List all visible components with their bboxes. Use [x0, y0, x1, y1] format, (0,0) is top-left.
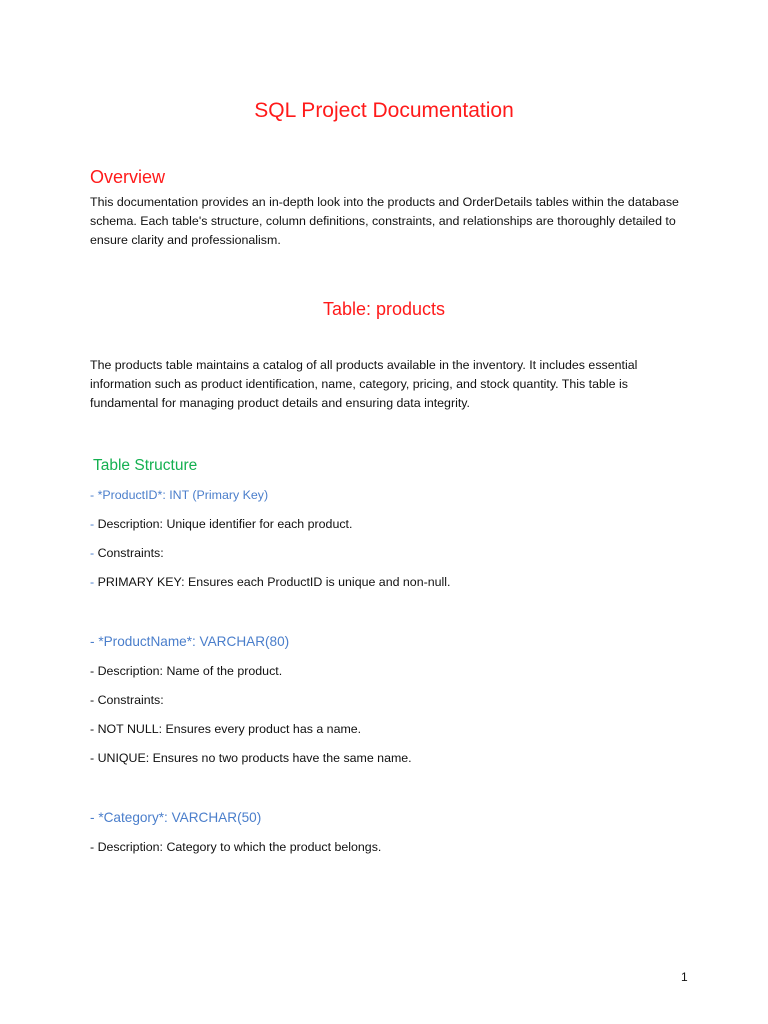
field-definition-text: *Category*: VARCHAR(50): [98, 810, 262, 825]
field-definition-productname: [90, 632, 289, 652]
line-dash: -: [90, 517, 98, 531]
table-products-paragraph: The products table maintains a catalog of all products available in the inventory. It includes essential information such as product identification, name, category, pricing, and stock quantity. This table is fundamental for managing product details and ensuring data integrity.: [90, 358, 638, 410]
line-text: UNIQUE: Ensures no two products have the same name.: [97, 751, 412, 765]
field-definition-category: [90, 808, 261, 828]
line-dash: -: [90, 751, 98, 765]
field-line: [90, 573, 450, 591]
line-dash: -: [90, 722, 98, 736]
field-dash: -: [90, 810, 99, 825]
line-dash: -: [90, 840, 98, 854]
field-line: [90, 691, 164, 709]
field-definition-text: *ProductID*: INT (Primary Key): [97, 488, 269, 502]
field-dash: -: [90, 634, 99, 649]
overview-paragraph: This documentation provides an in-depth look into the products and OrderDetails tables within the database schema. Each table's structure, column definitions, constraints, and relationships are thoroughly detailed to ensure clarity and professionalism.: [90, 195, 679, 247]
line-text: PRIMARY KEY: Ensures each ProductID is unique and non-null.: [97, 575, 451, 589]
line-dash: -: [90, 664, 98, 678]
line-text: Description: Unique identifier for each product.: [97, 517, 353, 531]
line-text: NOT NULL: Ensures every product has a name.: [97, 722, 362, 736]
line-dash: -: [90, 546, 98, 560]
page-number: 1: [681, 970, 688, 984]
field-definition-text: *ProductName*: VARCHAR(80): [98, 634, 290, 649]
line-dash: -: [90, 693, 98, 707]
field-line: [90, 720, 361, 738]
line-dash: -: [90, 575, 98, 589]
field-line: [90, 662, 282, 680]
line-text: Description: Category to which the product belongs.: [97, 840, 382, 854]
line-text: Description: Name of the product.: [97, 664, 283, 678]
table-structure-heading: Table Structure: [93, 457, 198, 474]
document-title: SQL Project Documentation: [254, 99, 514, 122]
field-line: [90, 515, 352, 533]
field-line: [90, 749, 412, 767]
line-text: Constraints:: [97, 693, 164, 707]
overview-heading: Overview: [90, 167, 166, 187]
line-text: Constraints:: [97, 546, 164, 560]
field-dash: -: [90, 488, 98, 502]
field-line: [90, 838, 381, 856]
field-line: [90, 544, 164, 562]
table-products-heading: Table: products: [322, 299, 446, 319]
field-definition-productid: [90, 486, 268, 504]
